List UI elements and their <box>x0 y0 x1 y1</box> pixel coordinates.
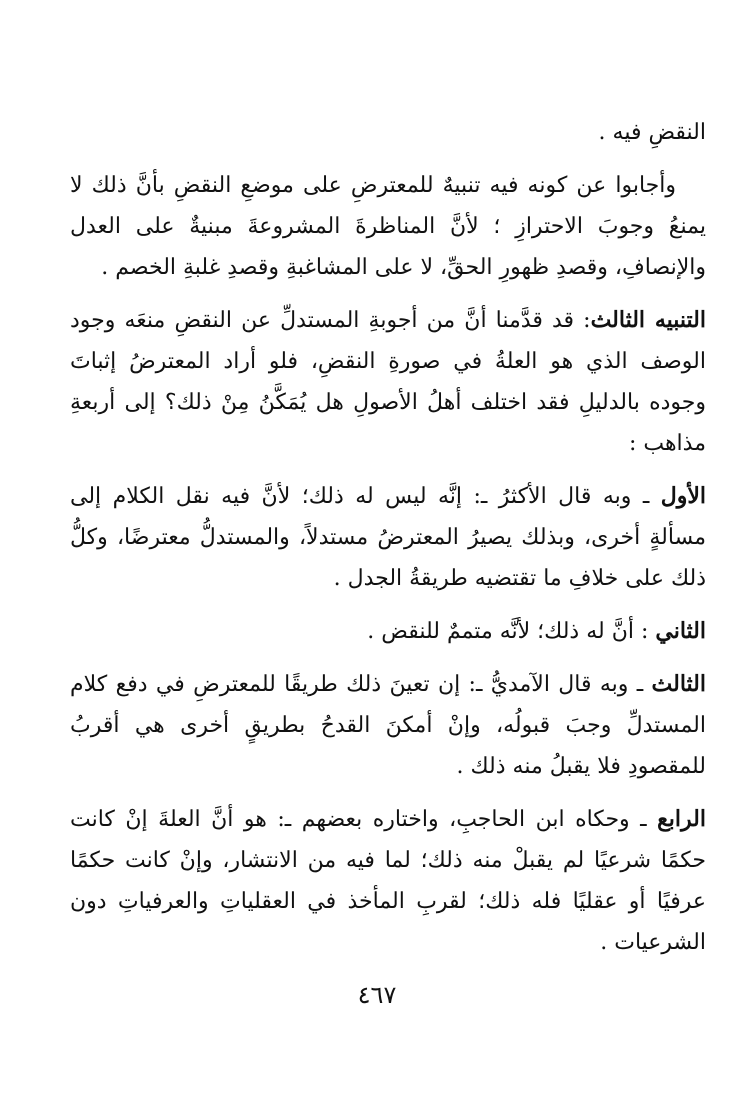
section-heading: الأول <box>660 483 706 509</box>
paragraph-text: ـ وحكاه ابن الحاجبِ، واختاره بعضهم ـ: هو أنَّ العلةَ إنْ كانت حكمًا شرعيًا لم يقبلْ منه ذلك؛ لما فيه من الانتشار، وإنْ كانت حكمًا عرفيًا أو عقليًا فله ذلك؛ لقربِ المأخذ في العقلياتِ والعرفياتِ دون الشرعيات . <box>70 807 706 955</box>
paragraph-text: ـ وبه قال الآمديُّ ـ: إن تعينَ ذلك طريقًا للمعترضِ في دفع كلام المستدلِّ وجبَ قبولُه، وإنْ أمكنَ القدحُ بطريقٍ أخرى هي أقربُ للمقصودِ فلا يقبلُ منه ذلك . <box>70 672 706 779</box>
paragraph-text: النقضِ فيه . <box>598 120 706 145</box>
paragraph-text: : أنَّ له ذلك؛ لأنَّه متممٌ للنقض . <box>367 619 656 644</box>
section-heading: الثاني <box>655 618 706 644</box>
section-heading: الرابع <box>657 806 706 832</box>
page-number: ٤٦٧ <box>357 981 397 1009</box>
paragraph-reply <box>70 165 706 288</box>
section-heading: الثالث <box>651 671 706 697</box>
paragraph-second-opinion <box>70 611 706 652</box>
paragraph-third-opinion <box>70 664 706 787</box>
paragraph-continuation <box>70 112 706 153</box>
paragraph-third-note <box>70 300 706 464</box>
section-heading: التنبيه الثالث <box>590 307 706 333</box>
paragraph-fourth-opinion <box>70 799 706 963</box>
paragraph-first-opinion <box>70 476 706 599</box>
paragraph-text: : قد قدَّمنا أنَّ من أجوبةِ المستدلِّ عن النقضِ منعَه وجود الوصف الذي هو العلةُ في صورةِ النقضِ، فلو أراد المعترضُ إثباتَ وجوده بالدليلِ فقد اختلف أهلُ الأصولِ هل يُمَكَّنُ مِنْ ذلك؟ إلى أربعةِ مذاهب : <box>70 308 706 456</box>
page-body <box>70 112 706 963</box>
paragraph-text: وأجابوا عن كونه فيه تنبيهٌ للمعترضِ على موضعِ النقضِ بأنَّ ذلك لا يمنعُ وجوبَ الاحترازِ ؛ لأنَّ المناظرةَ المشروعةَ مبنيةٌ على العدل والإنصافِ، وقصدِ ظهورِ الحقِّ، لا على المشاغبةِ وقصدِ غلبةِ الخصم . <box>70 173 706 280</box>
paragraph-text: ـ وبه قال الأكثرُ ـ: إنَّه ليس له ذلك؛ لأنَّ فيه نقل الكلام إلى مسألةٍ أخرى، وبذلك يصيرُ المعترضُ مستدلاً، والمستدلُّ معترضًا، وكلُّ ذلك على خلافِ ما تقتضيه طريقةُ الجدل . <box>70 484 706 591</box>
